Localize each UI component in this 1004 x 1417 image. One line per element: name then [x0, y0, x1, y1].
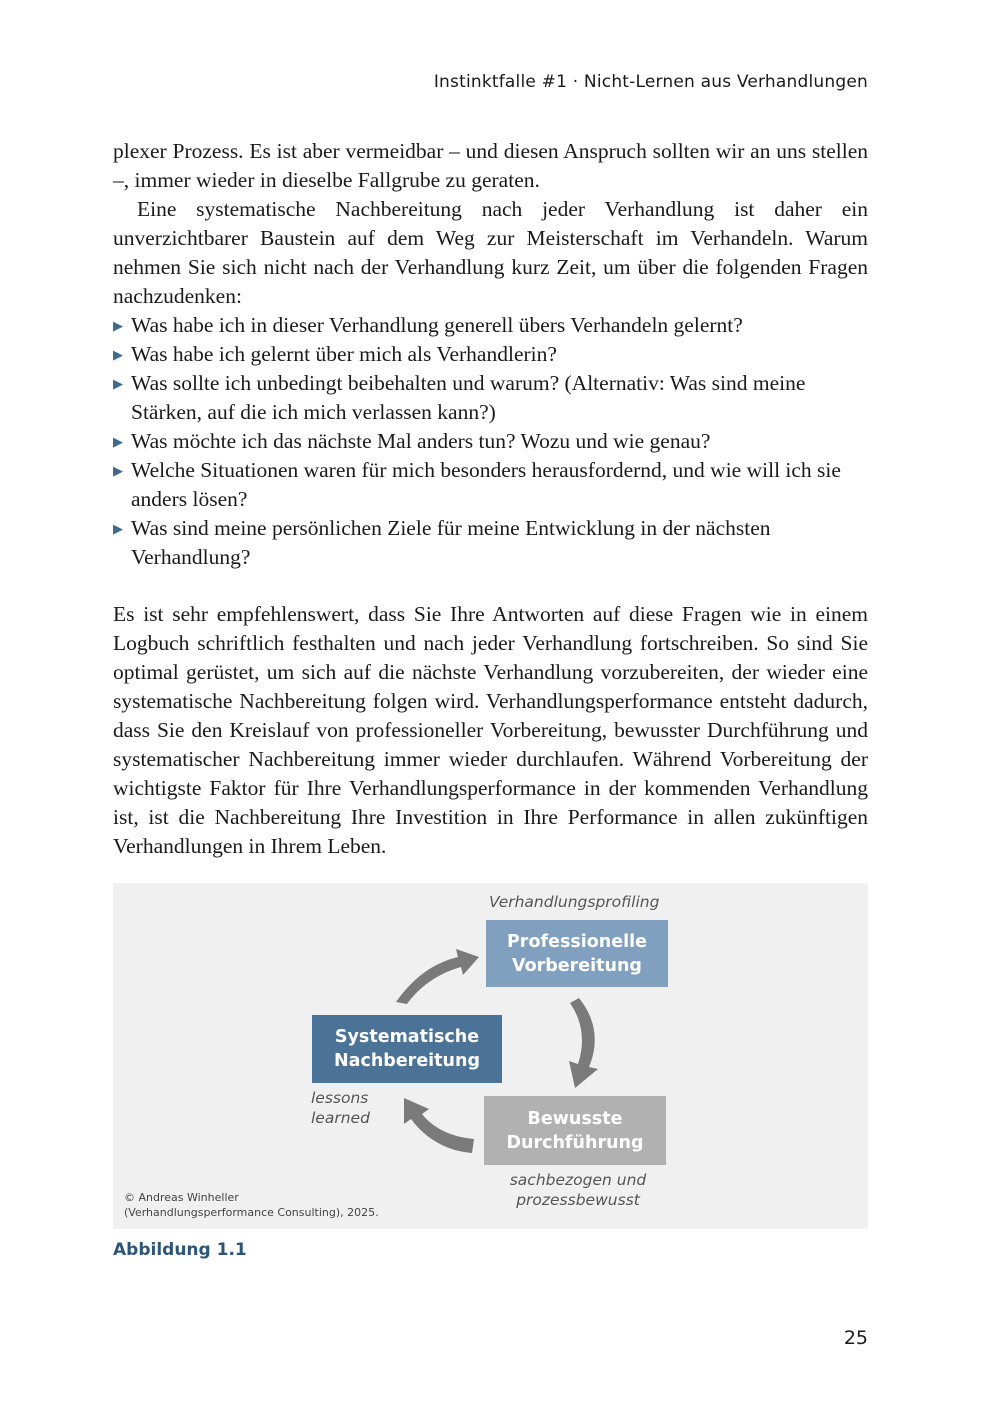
- label-sach-line2: prozessbewusst: [516, 1191, 640, 1209]
- arrow-up-left-icon: [404, 1098, 474, 1153]
- box-nach-line2: Nachbereitung: [334, 1051, 480, 1071]
- triangle-bullet-icon: ▶: [113, 318, 123, 333]
- list-item: [113, 427, 868, 456]
- box-bewusste-durchfuehrung: [484, 1096, 666, 1165]
- list-item-text: Was möchte ich das nächste Mal anders tun? Wozu und wie genau?: [131, 429, 711, 453]
- label-sachbezogen: [503, 1170, 653, 1210]
- copyright-line2: (Verhandlungsperformance Consulting), 2025.: [124, 1206, 379, 1219]
- list-item: [113, 456, 868, 514]
- paragraph-1-second: Eine systematische Nachbereitung nach jeder Verhandlung ist daher ein unverzichtbarer Baustein auf dem Weg zur Meisterschaft im Verhandeln. Warum nehmen Sie sich nicht nach der Verhandlung kurz Zeit, um über die folgenden Fragen nachzudenken:: [113, 197, 868, 308]
- list-item: [113, 514, 868, 572]
- label-verhandlungsprofiling: Verhandlungsprofiling: [489, 893, 660, 911]
- box-durch-line1: Bewusste: [527, 1108, 623, 1129]
- list-item: [113, 311, 868, 340]
- box-nach-line1: Systematische: [334, 1027, 480, 1047]
- paragraph-1: [113, 137, 868, 311]
- list-item-text: Was sollte ich unbedingt beibehalten und warum? (Alternativ: Was sind meine Stärken, auf die ich mich verlassen kann?): [131, 371, 806, 424]
- list-item: [113, 340, 868, 369]
- label-lessons-line2: learned: [311, 1109, 370, 1127]
- paragraph-1-continuation: plexer Prozess. Es ist aber vermeidbar – und diesen Anspruch sollten wir an uns stellen –, immer wieder in dieselbe Fallgrube zu geraten.: [113, 139, 868, 192]
- box-prep-line2: Vorbereitung: [512, 955, 642, 976]
- figure-copyright: [124, 1190, 379, 1220]
- arrow-down-icon: [569, 998, 598, 1088]
- triangle-bullet-icon: ▶: [113, 463, 123, 478]
- label-lessons-line1: lessons: [311, 1089, 369, 1107]
- list-item-text: Welche Situationen waren für mich besonders herausfordernd, und wie will ich sie anders lösen?: [131, 458, 841, 511]
- box-prep-line1: Professionelle: [506, 931, 647, 952]
- figure-caption: Abbildung 1.1: [113, 1240, 247, 1260]
- list-item-text: Was sind meine persönlichen Ziele für meine Entwicklung in der nächsten Verhandlung?: [131, 516, 771, 569]
- label-lessons-learned: [311, 1088, 370, 1128]
- box-systematische-nachbereitung: [312, 1015, 502, 1083]
- arrow-up-right-icon: [396, 949, 479, 1004]
- triangle-bullet-icon: ▶: [113, 434, 123, 449]
- figure-negotiation-cycle: [113, 883, 868, 1229]
- copyright-line1: © Andreas Winheller: [124, 1191, 239, 1204]
- list-item: [113, 369, 868, 427]
- box-professionelle-vorbereitung: [486, 920, 668, 987]
- triangle-bullet-icon: ▶: [113, 521, 123, 536]
- list-item-text: Was habe ich gelernt über mich als Verhandlerin?: [131, 342, 557, 366]
- box-durch-line2: Durchführung: [506, 1132, 644, 1153]
- question-list: [113, 311, 868, 572]
- label-sach-line1: sachbezogen und: [509, 1171, 647, 1189]
- paragraph-2: Es ist sehr empfehlenswert, dass Sie Ihre Antworten auf diese Fragen wie in einem Logbuch schriftlich festhalten und nach jeder Verhandlung fortschreiben. So sind Sie optimal gerüstet, um sich auf die nächste Verhandlung vorzubereiten, der wieder eine systematische Nachbereitung folgen wird. Verhandlungsperformance entsteht dadurch, dass Sie den Kreislauf von professioneller Vorbereitung, bewusster Durchführung und systematischer Nachbereitung immer wieder durchlaufen. Während Vorbereitung der wichtigste Faktor für Ihre Verhandlungsperformance in der kommenden Verhandlung ist, ist die Nachbereitung Ihre Investition in Ihre Performance in allen zukünftigen Verhandlungen in Ihrem Leben.: [113, 602, 868, 858]
- list-item-text: Was habe ich in dieser Verhandlung generell übers Verhandeln gelernt?: [131, 313, 743, 337]
- running-head: Instinktfalle #1 · Nicht-Lernen aus Verhandlungen: [433, 72, 868, 92]
- triangle-bullet-icon: ▶: [113, 347, 123, 362]
- page-number: 25: [843, 1327, 868, 1349]
- triangle-bullet-icon: ▶: [113, 376, 123, 391]
